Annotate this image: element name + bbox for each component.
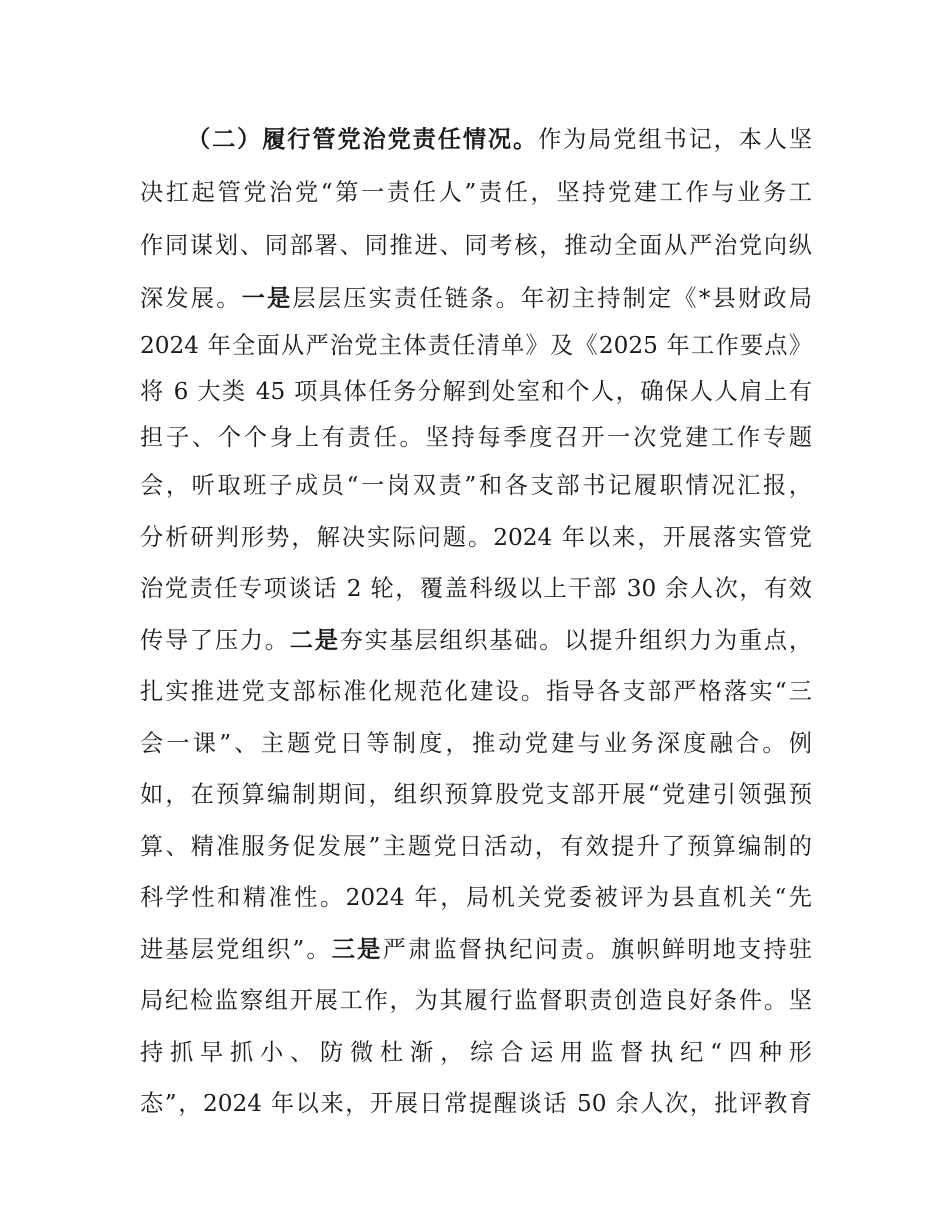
paragraph-line-5 [140,326,812,366]
text-segment: 分析研判形势，解决实际问题。2024 年以来，开展落实管党 [140,524,812,551]
paragraph-line-13 [140,724,812,764]
text-segment: 传导了压力。 [140,627,290,654]
text-segment: 进基层党组织”。 [140,936,332,963]
paragraph-line-1 [187,120,812,160]
text-segment: 态”，2024 年以来，开展日常提醒谈话 50 余人次，批评教育 [140,1090,812,1117]
text-segment: 2024 年全面从严治党主体责任清单》及《2025 年工作要点》 [140,332,812,359]
paragraph-line-18 [140,981,812,1021]
paragraph-line-19 [140,1033,812,1073]
paragraph-line-15 [140,827,812,867]
text-segment: 担子、个个身上有责任。坚持每季度召开一次党建工作专题 [140,424,812,451]
text-segment: 夯实基层组织基础。以提升组织力为重点， [339,627,813,654]
text-segment: 将 6 大类 45 项具体任务分解到处室和个人，确保人人肩上有 [140,378,812,405]
text-segment: 严肃监督执纪问责。旗帜鲜明地支持驻 [382,936,813,963]
text-segment: 持抓早抓小、防微杜渐，综合运用监督执纪“四种形 [140,1039,812,1066]
paragraph-line-4 [140,279,812,319]
text-segment: 扎实推进党支部标准化规范化建设。指导各支部严格落实“三 [140,678,812,705]
text-segment: 会一课”、主题党日等制度，推动党建与业务深度融合。例 [140,730,812,757]
text-segment: 决扛起管党治党“第一责任人”责任，坚持党建工作与业务工 [140,179,812,206]
text-segment: 作为局党组书记，本人坚 [538,126,813,153]
paragraph-line-10 [140,569,812,609]
paragraph-line-7 [140,418,812,458]
paragraph-line-11 [140,621,812,661]
paragraph-line-12 [140,672,812,712]
text-segment: 科学性和精准性。2024 年，局机关党委被评为县直机关“先 [140,884,812,911]
paragraph-line-3 [140,226,812,266]
paragraph-line-6 [140,372,812,412]
text-segment: 深发展。 [140,285,242,312]
text-segment: 会，听取班子成员“一岗双责”和各支部书记履职情况汇报， [140,472,812,499]
text-segment: 作同谋划、同部署、同推进、同考核，推动全面从严治党向纵 [140,232,812,259]
paragraph-line-16 [140,878,812,918]
paragraph-line-9 [140,518,812,558]
point-two-marker: 二是 [289,627,340,654]
paragraph-line-20 [140,1084,812,1124]
point-one-marker: 一是 [241,285,293,312]
text-segment: 局纪检监察组开展工作，为其履行监督职责创造良好条件。坚 [140,987,812,1014]
text-segment: 算、精准服务促发展”主题党日活动，有效提升了预算编制的 [140,833,812,860]
text-segment: 层层压实责任链条。年初主持制定《*县财政局 [292,285,813,312]
paragraph-line-2 [140,173,812,213]
paragraph-line-14 [140,775,812,815]
point-three-marker: 三是 [331,936,383,963]
text-segment: 如，在预算编制期间，组织预算股党支部开展“党建引领强预 [140,781,812,808]
text-segment: 治党责任专项谈话 2 轮，覆盖科级以上干部 30 余人次，有效 [140,575,812,602]
paragraph-line-17 [140,930,812,970]
section-heading: （二）履行管党治党责任情况。 [187,126,539,153]
paragraph-line-8 [140,466,812,506]
